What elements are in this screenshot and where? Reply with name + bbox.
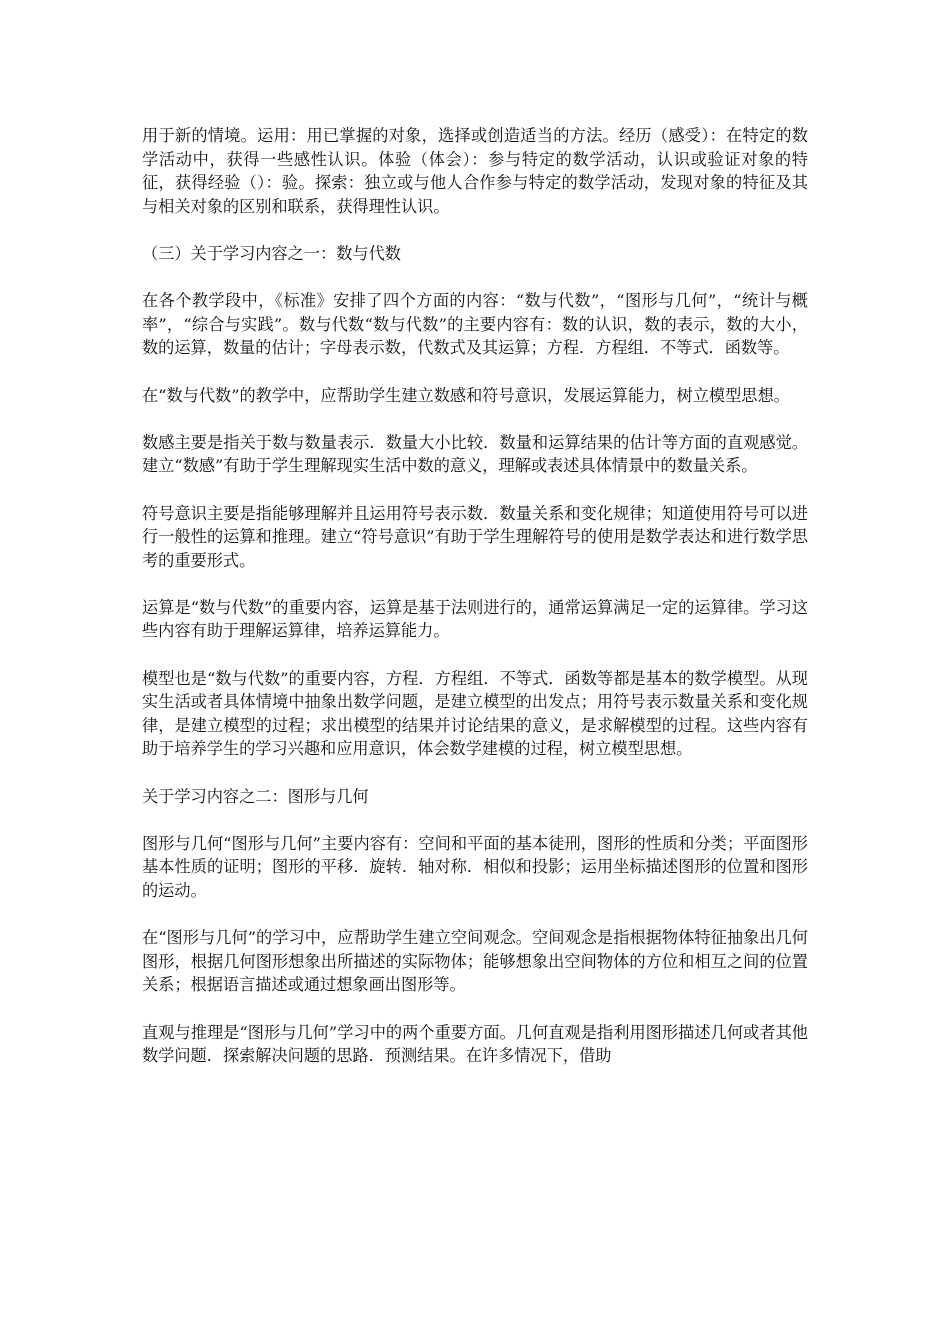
paragraph-symbol-awareness: 符号意识主要是指能够理解并且运用符号表示数．数量关系和变化规律；知道使用符号可以进行一般性的运算和推理。建立“符号意识”有助于学生理解符号的使用是数学表达和进行数学思考的重要形式。 — [142, 503, 808, 570]
paragraph-geometry-content: 图形与几何“图形与几何”主要内容有：空间和平面的基本徒刑，图形的性质和分类；平面图形基本性质的证明；图形的平移．旋转．轴对称．相似和投影；运用坐标描述图形的位置和图形的运动。 — [142, 833, 808, 900]
paragraph-operations: 运算是“数与代数”的重要内容，运算是基于法则进行的，通常运算满足一定的运算律。学习这些内容有助于理解运算律，培养运算能力。 — [142, 597, 808, 641]
paragraph-four-areas: 在各个教学段中，《标准》安排了四个方面的内容：“数与代数”，“图形与几何”，“统计与概率”，“综合与实践”。数与代数“数与代数”的主要内容有：数的认识，数的表示，数的大小，数的运算，数量的估计；字母表示数，代数式及其运算；方程．方程组．不等式．函数等。 — [142, 291, 808, 358]
paragraph-intuition-reasoning: 直观与推理是“图形与几何”学习中的两个重要方面。几何直观是指利用图形描述几何或者其他数学问题．探索解决问题的思路．预测结果。在许多情况下，借助 — [142, 1022, 808, 1066]
section-heading-number-algebra: （三）关于学习内容之一：数与代数 — [142, 243, 401, 263]
paragraph-number-sense: 数感主要是指关于数与数量表示．数量大小比较．数量和运算结果的估计等方面的直观感觉。建立“数感”有助于学生理解现实生活中数的意义，理解或表述具体情景中的数量关系。 — [142, 432, 808, 476]
paragraph-spatial-concept: 在“图形与几何”的学习中，应帮助学生建立空间观念。空间观念是指根据物体特征抽象出几何图形，根据几何图形想象出所描述的实际物体；能够想象出空间物体的方位和相互之间的位置关系；根据语言描述或通过想象画出图形等。 — [142, 928, 808, 995]
section-heading-geometry: 关于学习内容之二：图形与几何 — [142, 786, 369, 806]
paragraph-number-algebra-teaching: 在“数与代数”的教学中，应帮助学生建立数感和符号意识，发展运算能力，树立模型思想。 — [142, 385, 790, 405]
paragraph-models: 模型也是“数与代数”的重要内容，方程．方程组．不等式．函数等都是基本的数学模型。从现实生活或者具体情境中抽象出数学问题，是建立模型的出发点；用符号表示数量关系和变化规律，是建立模型的过程；求出模型的结果并讨论结果的意义，是求解模型的过程。这些内容有助于培养学生的学习兴趣和应用意识，体会数学建模的过程，树立模型思想。 — [142, 668, 808, 759]
paragraph-learning-verbs: 用于新的情境。运用：用已掌握的对象，选择或创造适当的方法。经历（感受）：在特定的数学活动中，获得一些感性认识。体验（体会）：参与特定的数学活动，认识或验证对象的特征，获得经验（）：验。探索：独立或与他人合作参与特定的数学活动，发现对象的特征及其与相关对象的区别和联系，获得理性认识。 — [142, 126, 808, 216]
document-page — [142, 124, 808, 1091]
